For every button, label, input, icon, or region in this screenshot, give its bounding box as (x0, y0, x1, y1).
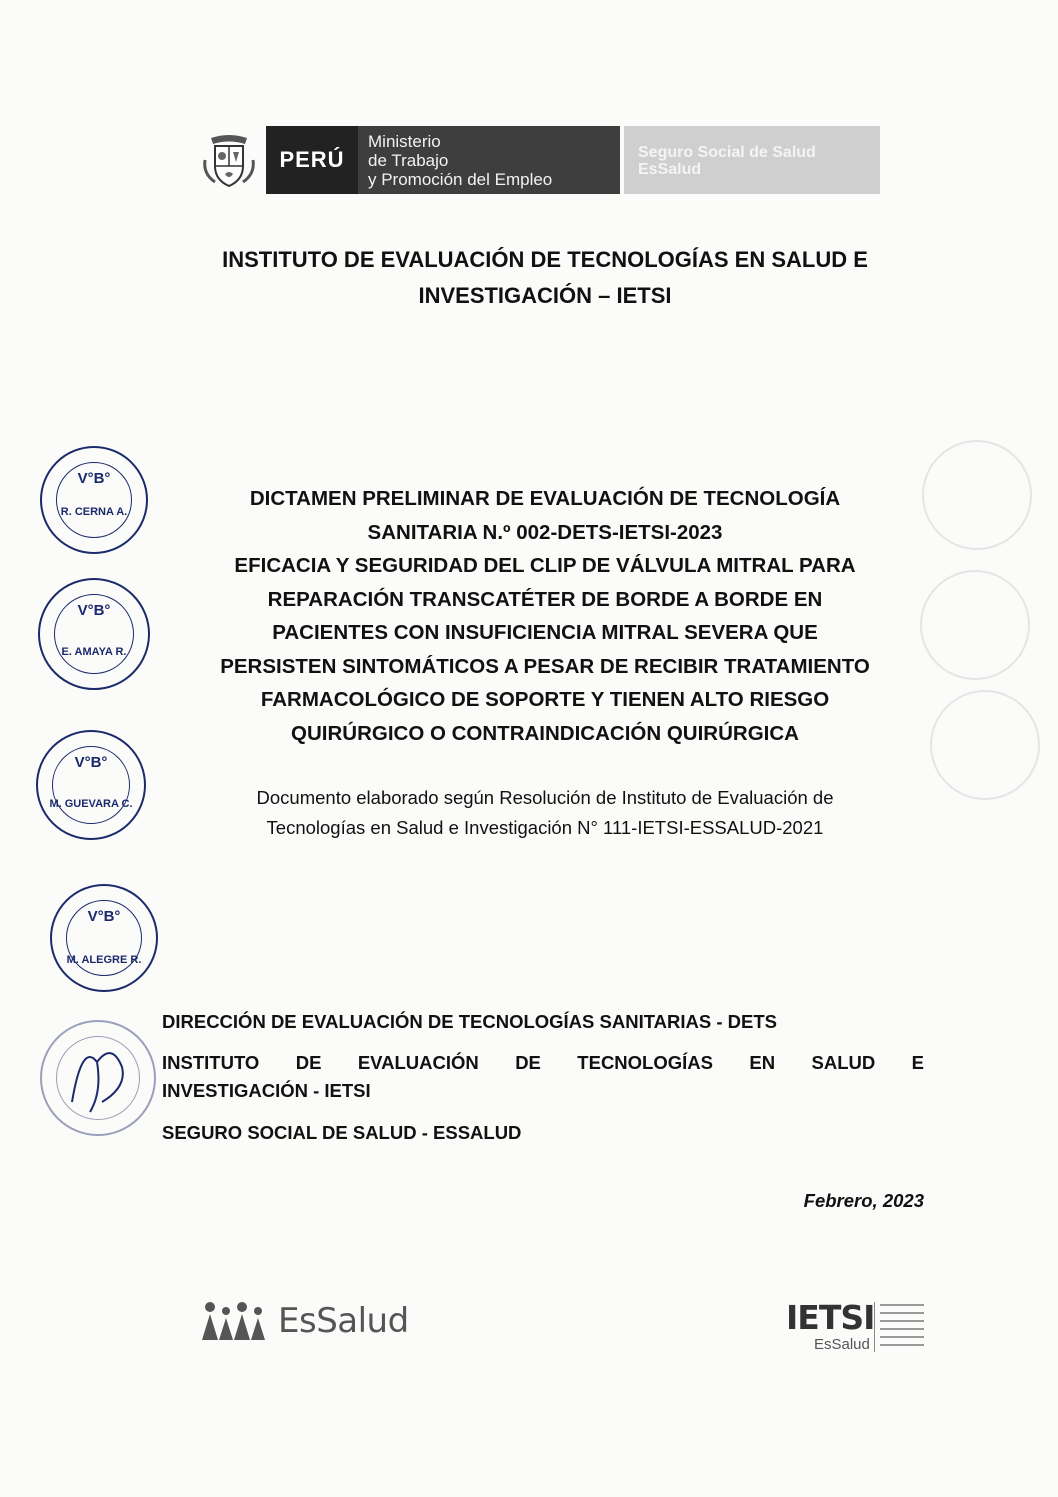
stamp-name: R. CERNA A. (60, 506, 128, 518)
essalud-logo-text: EsSalud (278, 1301, 409, 1341)
title-line: INSTITUTO DE EVALUACIÓN DE TECNOLOGÍAS EN SALUD E (222, 247, 868, 272)
approval-stamp (50, 884, 158, 992)
essalud-label: SEGURO SOCIAL DE SALUD - ESSALUD (162, 1122, 522, 1143)
approval-stamp (38, 578, 150, 690)
faded-stamp (40, 1020, 156, 1136)
agency-line: EsSalud (638, 161, 702, 178)
ietsi-logo-subtext: EsSalud (814, 1336, 870, 1353)
agency-line: Seguro Social de Salud (638, 144, 816, 161)
title-line: INVESTIGACIÓN – IETSI (418, 283, 672, 308)
ietsi-label-line2: INVESTIGACIÓN - IETSI (162, 1080, 371, 1101)
ietsi-label-line1: INSTITUTO DE EVALUACIÓN DE TECNOLOGÍAS EN SALUD E (162, 1052, 924, 1073)
logo-fine-print (880, 1304, 924, 1352)
directorate-block (162, 1008, 924, 1147)
ministry-label (358, 126, 620, 194)
bleed-through-stamp (922, 440, 1032, 550)
essalud-logo (198, 1296, 409, 1346)
approval-stamp (40, 446, 148, 554)
stamp-vb: V°B° (74, 754, 108, 771)
ministry-line: Ministerio (368, 132, 441, 151)
dictamen-line: EFICACIA Y SEGURIDAD DEL CLIP DE VÁLVULA MITRAL PARA (234, 554, 856, 577)
logo-divider (874, 1302, 875, 1352)
note-line: Documento elaborado según Resolución de Instituto de Evaluación de (256, 787, 834, 808)
ietsi-logo-text: IETSI (786, 1298, 875, 1337)
stamp-vb: V°B° (77, 470, 111, 487)
approval-stamp (36, 730, 146, 840)
dictamen-line: REPARACIÓN TRANSCATÉTER DE BORDE A BORDE EN (267, 587, 823, 611)
ietsi-logo (786, 1298, 926, 1358)
dictamen-line: SANITARIA N.º 002-DETS-IETSI-2023 (367, 520, 723, 544)
dictamen-line: PACIENTES CON INSUFICIENCIA MITRAL SEVERA QUE (272, 621, 818, 644)
stamp-vb: V°B° (87, 908, 121, 925)
government-banner (192, 126, 880, 194)
dictamen-title (170, 482, 920, 750)
note-line: Tecnologías en Salud e Investigación N° 111-IETSI-ESSALUD-2021 (266, 817, 824, 838)
document-note (190, 783, 900, 843)
dictamen-line: FARMACOLÓGICO DE SOPORTE Y TIENEN ALTO RIESGO (260, 688, 830, 711)
peru-label: PERÚ (266, 126, 358, 194)
peru-coat-of-arms-icon (192, 126, 266, 194)
ministry-line: y Promoción del Empleo (368, 170, 553, 189)
dictamen-line: DICTAMEN PRELIMINAR DE EVALUACIÓN DE TECNOLOGÍA (249, 487, 841, 510)
institute-title (150, 242, 940, 314)
dets-label: DIRECCIÓN DE EVALUACIÓN DE TECNOLOGÍAS SANITARIAS - DETS (162, 1011, 777, 1032)
bleed-through-stamp (920, 570, 1030, 680)
stamp-name: M. GUEVARA C. (49, 798, 133, 810)
stamp-name: M. ALEGRE R. (66, 954, 142, 966)
ministry-line: de Trabajo (368, 151, 449, 170)
signature-icon (42, 1022, 158, 1138)
bleed-through-stamp (930, 690, 1040, 800)
essalud-family-icon (198, 1300, 272, 1342)
stamp-name: E. AMAYA R. (61, 646, 127, 658)
document-date: Febrero, 2023 (803, 1190, 924, 1211)
agency-label (624, 126, 880, 194)
dictamen-line: QUIRÚRGICO O CONTRAINDICACIÓN QUIRÚRGICA (291, 721, 799, 745)
dictamen-line: PERSISTEN SINTOMÁTICOS A PESAR DE RECIBIR TRATAMIENTO (220, 654, 870, 678)
stamp-vb: V°B° (77, 602, 111, 619)
